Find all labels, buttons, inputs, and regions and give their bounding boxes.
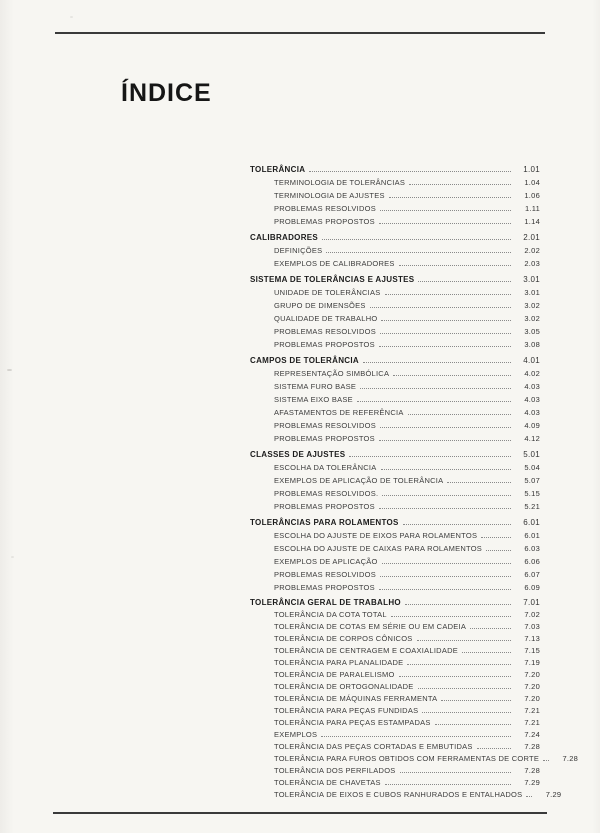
toc-item-row (250, 473, 540, 486)
toc-section-label: CAMPOS DE TOLERÂNCIA (250, 356, 359, 365)
dotted-leader (379, 440, 511, 441)
toc-item-row (250, 580, 540, 593)
toc-item-label: TOLERÂNCIA PARA PEÇAS FUNDIDAS (274, 706, 419, 715)
dotted-leader (363, 362, 511, 363)
dotted-leader (380, 427, 511, 428)
dotted-leader (422, 712, 511, 713)
dotted-leader (486, 550, 511, 551)
toc-page-number: 7.15 (524, 646, 540, 655)
toc-item-label: EXEMPLOS (274, 730, 318, 739)
toc-item-row (250, 740, 540, 752)
toc-section-row (250, 272, 540, 285)
toc-page-number: 7.20 (524, 694, 540, 703)
toc-section-row (250, 596, 540, 608)
dotted-leader (526, 796, 532, 797)
dotted-leader (380, 333, 511, 334)
toc-page-number: 4.03 (524, 408, 540, 417)
toc-item-row (250, 431, 540, 444)
toc-item-row (250, 175, 540, 188)
toc-item-row (250, 644, 540, 656)
toc-page-number: 7.13 (524, 634, 540, 643)
toc-item-row (250, 554, 540, 567)
toc-item-label: PROBLEMAS PROPOSTOS (274, 340, 375, 349)
toc-item-label: EXEMPLOS DE CALIBRADORES (274, 259, 395, 268)
toc-page-number: 1.06 (524, 191, 540, 200)
toc-item-row (250, 201, 540, 214)
toc-item-label: TOLERÂNCIA DAS PEÇAS CORTADAS E EMBUTIDAS (274, 742, 473, 751)
dotted-leader (309, 171, 511, 172)
dotted-leader (407, 664, 511, 665)
toc-page-number: 1.01 (523, 165, 540, 174)
dotted-leader (379, 589, 511, 590)
toc-item-row (250, 418, 540, 431)
toc-page-number: 4.03 (524, 382, 540, 391)
scan-speck (70, 16, 73, 18)
dotted-leader (405, 604, 511, 605)
dotted-leader (379, 346, 511, 347)
dotted-leader (543, 760, 549, 761)
toc-page-number: 2.01 (523, 233, 540, 242)
toc-page-number: 2.02 (524, 246, 540, 255)
bottom-rule (53, 812, 547, 814)
toc-item-row (250, 486, 540, 499)
toc-group (250, 447, 540, 512)
toc-item-label: PROBLEMAS RESOLVIDOS (274, 570, 376, 579)
dotted-leader (326, 252, 511, 253)
toc-page-number: 4.01 (523, 356, 540, 365)
toc-item-label: PROBLEMAS RESOLVIDOS (274, 204, 376, 213)
dotted-leader (418, 281, 511, 282)
toc-item-label: TOLERÂNCIA DE PARALELISMO (274, 670, 395, 679)
toc-page-number: 7.29 (545, 790, 562, 799)
toc-item-label: TOLERÂNCIA PARA FUROS OBTIDOS COM FERRAMENTAS DE CORTE (274, 754, 540, 763)
toc-item-row (250, 764, 540, 776)
dotted-leader (399, 676, 511, 677)
toc-item-row (250, 704, 540, 716)
toc-item-label: REPRESENTAÇÃO SIMBÓLICA (274, 369, 390, 378)
dotted-leader (381, 469, 511, 470)
toc-item-label: SISTEMA EIXO BASE (274, 395, 353, 404)
toc-item-label: EXEMPLOS DE APLICAÇÃO DE TOLERÂNCIA (274, 476, 444, 485)
toc-section-label: CALIBRADORES (250, 233, 319, 242)
toc-page-number: 5.15 (524, 489, 540, 498)
toc-item-label: GRUPO DE DIMENSÕES (274, 301, 366, 310)
toc-item-row (250, 188, 540, 201)
dotted-leader (400, 772, 511, 773)
toc-page-number: 7.19 (524, 658, 540, 667)
toc-item-label: TOLERÂNCIA PARA PEÇAS ESTAMPADAS (274, 718, 431, 727)
dotted-leader (385, 784, 511, 785)
toc-item-row (250, 379, 540, 392)
dotted-leader (380, 210, 511, 211)
dotted-leader (399, 265, 511, 266)
dotted-leader (477, 748, 511, 749)
dotted-leader (393, 375, 511, 376)
toc-item-label: TOLERÂNCIA DE CHAVETAS (274, 778, 381, 787)
toc-section-row (250, 162, 540, 175)
dotted-leader (418, 688, 511, 689)
toc-item-label: ESCOLHA DO AJUSTE DE EIXOS PARA ROLAMENTOS (274, 531, 478, 540)
toc-page-number: 4.12 (524, 434, 540, 443)
toc-item-label: TOLERÂNCIA DE CENTRAGEM E COAXIALIDADE (274, 646, 458, 655)
toc-group (250, 515, 540, 593)
toc-page-number: 3.08 (524, 340, 540, 349)
toc-item-row (250, 632, 540, 644)
toc-page-number: 6.01 (523, 518, 540, 527)
toc-page-number: 2.03 (524, 259, 540, 268)
toc-page-number: 7.24 (524, 730, 540, 739)
toc-section-label: TOLERÂNCIAS PARA ROLAMENTOS (250, 518, 399, 527)
toc-page-number: 6.07 (524, 570, 540, 579)
toc-page-number: 6.06 (524, 557, 540, 566)
toc-item-label: EXEMPLOS DE APLICAÇÃO (274, 557, 378, 566)
dotted-leader (470, 628, 511, 629)
dotted-leader (357, 401, 511, 402)
dotted-leader (389, 197, 511, 198)
toc-item-row (250, 324, 540, 337)
toc-item-row (250, 337, 540, 350)
toc-page-number: 1.14 (524, 217, 540, 226)
top-rule (55, 32, 545, 34)
toc-group (250, 272, 540, 350)
dotted-leader (481, 537, 511, 538)
dotted-leader (385, 294, 512, 295)
toc-item-row (250, 298, 540, 311)
toc-page-number: 6.03 (524, 544, 540, 553)
toc-page-number: 7.28 (524, 742, 540, 751)
toc-page-number: 7.21 (524, 718, 540, 727)
dotted-leader (360, 388, 511, 389)
toc-page-number: 7.02 (524, 610, 540, 619)
toc-page-number: 3.01 (524, 288, 540, 297)
toc-item-row (250, 311, 540, 324)
toc-item-label: AFASTAMENTOS DE REFERÊNCIA (274, 408, 404, 417)
toc-item-label: PROBLEMAS PROPOSTOS (274, 583, 375, 592)
toc-item-row (250, 620, 540, 632)
toc-item-label: TOLERÂNCIA DA COTA TOTAL (274, 610, 387, 619)
toc-item-row (250, 656, 540, 668)
toc-item-label: TOLERÂNCIA PARA PLANALIDADE (274, 658, 404, 667)
toc-page-number: 3.01 (523, 275, 540, 284)
toc-item-row (250, 668, 540, 680)
scan-speck (7, 369, 12, 371)
toc-page-number: 7.28 (524, 766, 540, 775)
toc-page-number: 3.05 (524, 327, 540, 336)
toc-item-row (250, 541, 540, 554)
dotted-leader (447, 482, 511, 483)
toc-item-row (250, 243, 540, 256)
toc-page-number: 6.09 (524, 583, 540, 592)
toc-section-row (250, 515, 540, 528)
toc-section-label: CLASSES DE AJUSTES (250, 450, 346, 459)
toc-section-label: TOLERÂNCIA GERAL DE TRABALHO (250, 598, 401, 607)
toc-item-row (250, 392, 540, 405)
toc-item-label: PROBLEMAS RESOLVIDOS (274, 421, 376, 430)
toc-item-label: PROBLEMAS PROPOSTOS (274, 502, 375, 511)
toc-page-number: 7.21 (524, 706, 540, 715)
dotted-leader (441, 700, 511, 701)
toc-item-row (250, 460, 540, 473)
toc-item-row (250, 405, 540, 418)
toc-page-number: 7.03 (524, 622, 540, 631)
toc-group (250, 596, 579, 800)
toc-page-number: 3.02 (524, 301, 540, 310)
toc-item-label: TOLERÂNCIA DE COTAS EM SÉRIE OU EM CADEIA (274, 622, 467, 631)
dotted-leader (403, 524, 511, 525)
toc-item-row (250, 776, 540, 788)
toc (250, 162, 579, 803)
dotted-leader (382, 495, 511, 496)
dotted-leader (349, 456, 511, 457)
dotted-leader (391, 616, 511, 617)
toc-page-number: 4.03 (524, 395, 540, 404)
dotted-leader (409, 184, 511, 185)
toc-group (250, 230, 540, 269)
dotted-leader (379, 223, 511, 224)
toc-page-number: 6.01 (524, 531, 540, 540)
toc-item-row (250, 692, 540, 704)
toc-item-label: PROBLEMAS RESOLVIDOS (274, 327, 376, 336)
toc-item-label: SISTEMA FURO BASE (274, 382, 357, 391)
toc-page-number: 1.04 (524, 178, 540, 187)
toc-item-row (250, 716, 540, 728)
toc-page-number: 3.02 (524, 314, 540, 323)
toc-item-label: PROBLEMAS PROPOSTOS (274, 217, 375, 226)
dotted-leader (417, 640, 511, 641)
toc-group (250, 162, 540, 227)
toc-item-label: TERMINOLOGIA DE TOLERÂNCIAS (274, 178, 406, 187)
toc-section-row (250, 230, 540, 243)
toc-page-number: 7.29 (524, 778, 540, 787)
toc-page-number: 5.01 (523, 450, 540, 459)
toc-item-label: TOLERÂNCIA DOS PERFILADOS (274, 766, 396, 775)
toc-section-label: SISTEMA DE TOLERÂNCIAS E AJUSTES (250, 275, 415, 284)
toc-item-row (250, 256, 540, 269)
toc-page-number: 4.09 (524, 421, 540, 430)
toc-item-label: PROBLEMAS PROPOSTOS (274, 434, 375, 443)
toc-item-row (250, 752, 579, 764)
toc-page-number: 4.02 (524, 369, 540, 378)
dotted-leader (382, 563, 511, 564)
dotted-leader (370, 307, 511, 308)
toc-item-label: TOLERÂNCIA DE CORPOS CÔNICOS (274, 634, 413, 643)
toc-item-row (250, 499, 540, 512)
toc-page-number: 5.04 (524, 463, 540, 472)
toc-item-label: QUALIDADE DE TRABALHO (274, 314, 378, 323)
toc-item-label: TOLERÂNCIA DE MÁQUINAS FERRAMENTA (274, 694, 438, 703)
toc-item-row (250, 366, 540, 379)
dotted-leader (408, 414, 511, 415)
dotted-leader (380, 576, 511, 577)
scan-speck (11, 556, 14, 558)
toc-item-label: TOLERÂNCIA DE EIXOS E CUBOS RANHURADOS E ENTALHADOS (274, 790, 523, 799)
toc-item-row (250, 285, 540, 298)
toc-section-row (250, 447, 540, 460)
toc-page-number: 5.07 (524, 476, 540, 485)
dotted-leader (462, 652, 511, 653)
toc-page-number: 7.20 (524, 670, 540, 679)
toc-page-number: 7.01 (523, 598, 540, 607)
toc-item-row (250, 788, 562, 800)
dotted-leader (435, 724, 511, 725)
toc-item-row (250, 680, 540, 692)
toc-page-number: 1.11 (524, 204, 540, 213)
toc-page-number: 7.28 (562, 754, 579, 763)
toc-page-number: 7.20 (524, 682, 540, 691)
toc-group (250, 353, 540, 444)
toc-item-label: UNIDADE DE TOLERÂNCIAS (274, 288, 381, 297)
toc-item-row (250, 214, 540, 227)
toc-section-row (250, 353, 540, 366)
toc-item-label: ESCOLHA DO AJUSTE DE CAIXAS PARA ROLAMENTOS (274, 544, 483, 553)
dotted-leader (379, 508, 511, 509)
page-title: ÍNDICE (121, 79, 212, 107)
toc-item-row (250, 608, 540, 620)
dotted-leader (322, 239, 511, 240)
toc-item-label: PROBLEMAS RESOLVIDOS. (274, 489, 379, 498)
toc-section-label: TOLERÂNCIA (250, 165, 306, 174)
dotted-leader (381, 320, 511, 321)
toc-item-label: ESCOLHA DA TOLERÂNCIA (274, 463, 377, 472)
toc-item-label: TOLERÂNCIA DE ORTOGONALIDADE (274, 682, 414, 691)
toc-item-row (250, 728, 540, 740)
toc-item-label: DEFINIÇÕES (274, 246, 323, 255)
toc-item-row (250, 528, 540, 541)
dotted-leader (321, 736, 511, 737)
toc-item-row (250, 567, 540, 580)
toc-item-label: TERMINOLOGIA DE AJUSTES (274, 191, 385, 200)
toc-page-number: 5.21 (524, 502, 540, 511)
